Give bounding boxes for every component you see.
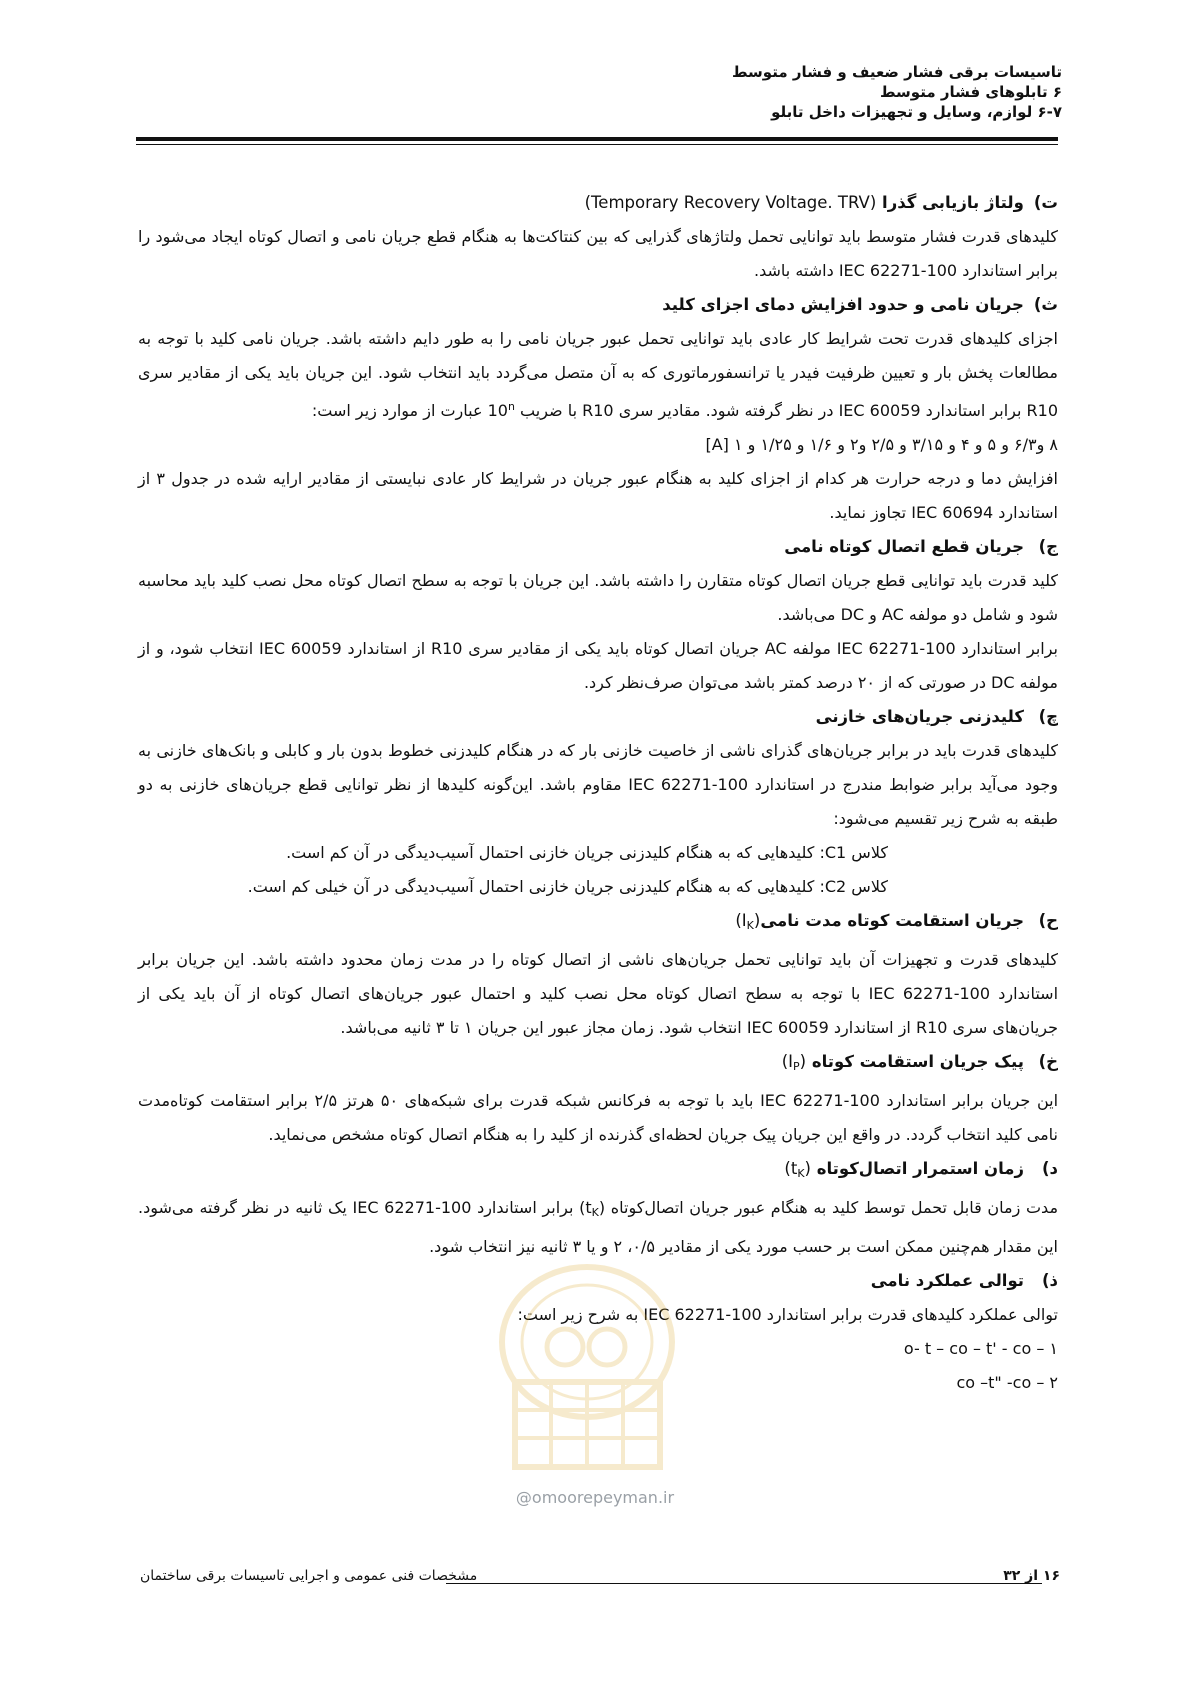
section-title-english: (Temporary Recovery Voltage. TRV) xyxy=(584,193,877,212)
paragraph-text: ضریب xyxy=(514,401,563,420)
paragraph: افزایش دما و درجه حرارت هر کدام از اجزای کلید به هنگام عبور جریان در شرایط کار عادی نبایستی از مقادیر ارایه شده در جدول ۳ از استاندارد IEC 60694 تجاوز نماید. xyxy=(138,469,1058,522)
power-exponent: n xyxy=(507,400,515,413)
value-list: ۸ و۶/۳ و ۵ و ۴ و ۳/۱۵ و ۲/۵ و۲ و ۱/۶ و ۱/۲۵ و ۱ [A] xyxy=(705,435,1058,454)
symbol-subscript: P xyxy=(793,1060,800,1073)
paragraph: کلیدهای قدرت باید در برابر جریان‌های گذرای ناشی از خاصیت خازنی بار که در هنگام کلیدزنی خطوط بدون بار و کابلی و بانک‌های خازنی به وجود می‌آید برابر ضوابط مندرج در استاندارد IEC 62271-100 مقاوم باشد. این‌گونه کلیدها از نظر توانایی قطع جریان‌های خازنی به دو طبقه به شرح زیر تقسیم می‌شود: xyxy=(138,741,1059,828)
section-heading: د) زمان استمرار اتصال‌کوتاه $(t_K)$ xyxy=(138,1152,1058,1191)
section-title: جریان استقامت کوتاه مدت نامی xyxy=(760,911,1024,930)
sequence-2: co –t" -co – ۲ xyxy=(956,1373,1058,1392)
symbol xyxy=(742,911,754,930)
section-breaking-current xyxy=(138,530,1058,700)
symbol-base: I xyxy=(741,911,747,930)
paragraph xyxy=(138,1191,1058,1264)
section-title: جریان نامی و حدود افزایش دمای اجزای کلید xyxy=(662,295,1024,314)
header-rule-thick xyxy=(136,137,1058,141)
section-letter: خ) xyxy=(1038,1052,1058,1071)
section-trv xyxy=(138,186,1058,288)
watermark-logo xyxy=(495,1262,680,1477)
section-letter: ح) xyxy=(1038,911,1058,930)
page-header xyxy=(128,62,1062,122)
section-heading xyxy=(138,288,1058,322)
paragraph-text: عبارت از موارد زیر است: xyxy=(311,401,488,420)
power-base: 10 xyxy=(487,401,508,420)
header-rule-thin xyxy=(136,144,1058,145)
symbol xyxy=(585,1198,599,1217)
class-c1: کلاس C1: کلیدهایی که به هنگام کلیدزنی جریان خازنی احتمال آسیب‌دیدگی در آن کم است. xyxy=(286,843,888,862)
page-number: ۱۶ از ۳۲ xyxy=(1003,1568,1060,1584)
paragraph: توالی عملکرد کلیدهای قدرت برابر استاندارد IEC 62271-100 به شرح زیر است: xyxy=(517,1305,1058,1324)
symbol-base: t xyxy=(790,1159,798,1178)
section-title: جریان قطع اتصال کوتاه نامی xyxy=(784,537,1024,556)
paragraph-text: مدت زمان قابل تحمل توسط کلید به هنگام عبور جریان اتصال‌کوتاه ( xyxy=(598,1198,1059,1217)
header-line-1: تاسیسات برقی فشار ضعیف و فشار متوسط xyxy=(731,63,1062,81)
section-title: پیک جریان استقامت کوتاه xyxy=(811,1052,1024,1071)
section-letter: چ) xyxy=(1038,707,1058,726)
symbol xyxy=(791,1159,805,1178)
section-title: کلیدزنی جریان‌های خازنی xyxy=(815,707,1024,726)
symbol-base: t xyxy=(585,1198,592,1217)
section-heading xyxy=(138,186,1058,220)
symbol-subscript: K xyxy=(746,919,754,932)
paragraph-text: اجزای کلیدهای قدرت تحت شرایط کار عادی باید توانایی تحمل عبور جریان نامی را به طور دایم داشته باشد. جریان نامی کلید با توجه به مطالعات پخش بار و تعیین ظرفیت فیدر یا ترانسفورماتوری که به آن متصل می‌گردد باید انتخاب شود. این جریان باید یکی از مقادیر سری R10 برابر استاندارد IEC 60059 در نظر گرفته شود. مقادیر سری R10 با xyxy=(138,329,1058,420)
section-letter: ت) xyxy=(1033,193,1058,212)
power-expression xyxy=(488,401,515,420)
section-rated-current xyxy=(138,288,1058,530)
paragraph: کلیدهای قدرت فشار متوسط باید توانایی تحمل ولتاژهای گذرایی که بین کنتاکت‌ها به هنگام قطع جریان نامی و اتصال کوتاه ایجاد می‌شود را برابر استاندارد IEC 62271-100 داشته باشد. xyxy=(138,227,1058,280)
symbol xyxy=(788,1052,800,1071)
footer-rule xyxy=(446,1583,1042,1584)
section-letter: ث) xyxy=(1033,295,1058,314)
symbol-subscript: K xyxy=(797,1167,805,1180)
section-heading xyxy=(138,530,1058,564)
section-title: زمان استمرار اتصال‌کوتاه xyxy=(816,1159,1024,1178)
paragraph: کلیدهای قدرت و تجهیزات آن باید توانایی تحمل جریان‌های ناشی از اتصال کوتاه را در مدت زمان محدود داشته باشد. این جریان برابر استاندارد IEC 62271-100 با توجه به سطح اتصال کوتاه محل نصب کلید و احتمال عبور جریان‌های اتصال کوتاه از آن باید یکی از جریان‌های سری R10 از استاندارد IEC 60059 انتخاب شود. زمان مجاز عبور این جریان ۱ تا ۳ ثانیه می‌باشد. xyxy=(138,950,1059,1037)
header-line-2: ۶ تابلوهای فشار متوسط xyxy=(879,83,1062,101)
class-c2: کلاس C2: کلیدهایی که به هنگام کلیدزنی جریان خازنی احتمال آسیب‌دیدگی در آن خیلی کم است. xyxy=(247,877,888,896)
section-heading: ح) جریان استقامت کوتاه مدت $نامی(I_K)$ xyxy=(138,904,1058,943)
section-peak-current xyxy=(138,1045,1058,1152)
section-letter: ج) xyxy=(1038,537,1058,556)
paragraph-text: ) برابر استاندارد IEC 62271-100 یک ثانیه در نظر گرفته می‌شود. این مقدار هم‌چنین ممکن است بر حسب مورد یکی از مقادیر ۰/۵، ۲ و یا ۳ ثانیه نیز انتخاب شود. xyxy=(138,1198,1058,1256)
paragraph: برابر استاندارد IEC 62271-100 مولفه AC جریان اتصال کوتاه باید یکی از مقادیر سری R10 از استاندارد IEC 60059 انتخاب شود، و از مولفه DC در صورتی که از ۲۰ درصد کمتر باشد می‌توان صرف‌نظر کرد. xyxy=(138,639,1058,692)
paragraph: این جریان برابر استاندارد IEC 62271-100 باید با توجه به فرکانس شبکه قدرت برای شبکه‌های ۵۰ هرتز ۲/۵ برابر استقامت کوتاه‌مدت نامی کلید انتخاب گردد. در واقع این جریان پیک جریان لحظه‌ای گذرنده از کلید را به هنگام اتصال کوتاه مشخص می‌نماید. xyxy=(138,1091,1059,1144)
document-body xyxy=(138,186,1058,1400)
symbol-base: I xyxy=(788,1052,794,1071)
sequence-1: o- t – co – t' - co – ۱ xyxy=(903,1339,1058,1358)
section-title: توالی عملکرد نامی xyxy=(870,1271,1024,1290)
section-title: ولتاژ بازیابی گذرا xyxy=(882,193,1024,212)
section-letter: د) xyxy=(1041,1159,1058,1178)
header-line-3: ۶-۷ لوازم، وسایل و تجهیزات داخل تابلو xyxy=(771,103,1062,121)
section-short-time-current xyxy=(138,904,1058,1045)
section-letter: ذ) xyxy=(1041,1271,1058,1290)
section-heading xyxy=(138,700,1058,734)
section-capacitive-switching xyxy=(138,700,1058,904)
paragraph xyxy=(138,322,1058,428)
section-heading: خ) پیک جریان استقامت کوتاه $(I_P)$ xyxy=(138,1045,1058,1084)
watermark-site: @omoorepeyman.ir xyxy=(515,1488,675,1507)
section-short-circuit-duration xyxy=(138,1152,1058,1264)
footer-title: مشخصات فنی عمومی و اجرایی تاسیسات برقی ساختمان xyxy=(140,1568,478,1584)
paragraph: کلید قدرت باید توانایی قطع جریان اتصال کوتاه متقارن را داشته باشد. این جریان با توجه به سطح اتصال کوتاه محل نصب کلید باید محاسبه شود و شامل دو مولفه AC و DC می‌باشد. xyxy=(138,571,1058,624)
symbol-subscript: K xyxy=(591,1206,599,1219)
